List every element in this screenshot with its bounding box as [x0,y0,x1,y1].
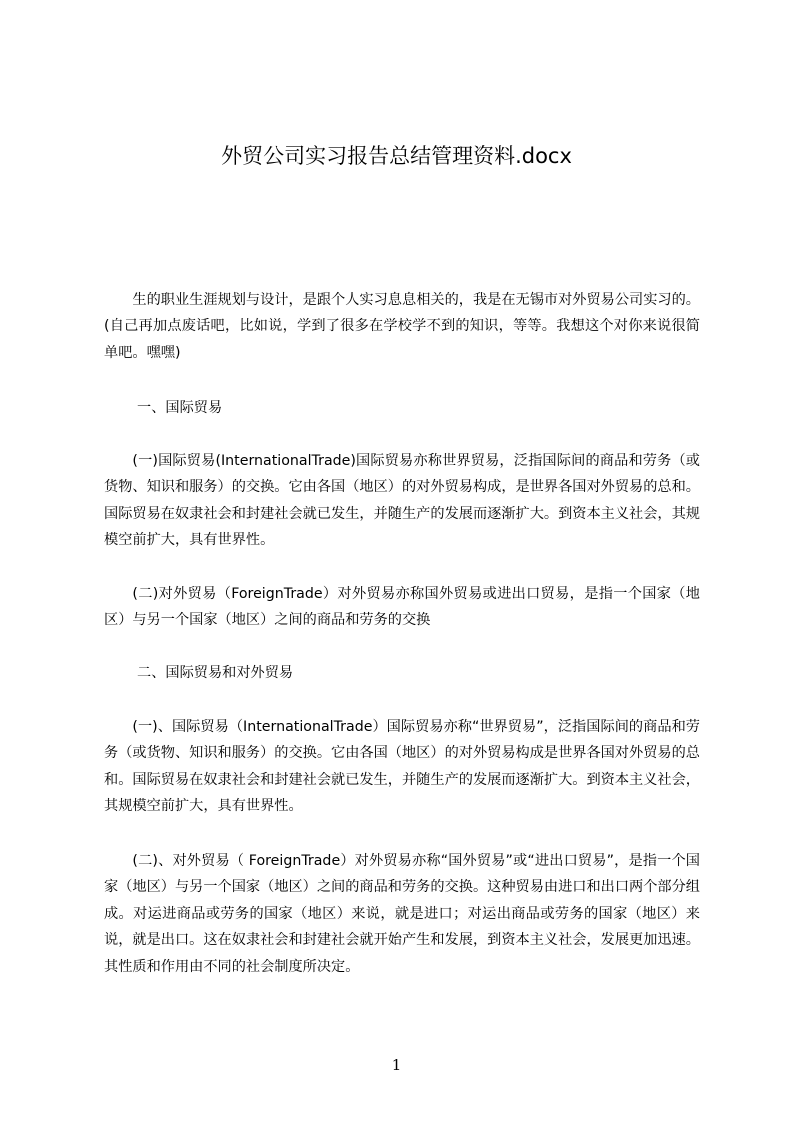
paragraph-international-trade-definition: (一)、国际贸易（InternationalTrade）国际贸易亦称“世界贸易”，泛指国际间的商品和劳务（或货物、知识和服务）的交换。它由各国（地区）的对外贸易构成是世界各国对外贸易的总和。国际贸易在奴隶社会和封建社会就已发生，并随生产的发展而逐渐扩大。到资本主义社会，其规模空前扩大，具有世界性。 [104,719,700,815]
section-heading-international-and-foreign-trade: 二、国际贸易和对外贸易 [137,665,294,681]
page-number: 1 [391,1056,402,1074]
paragraph-foreign-trade-definition: (二)、对外贸易（ ForeignTrade）对外贸易亦称“国外贸易”或“进出口贸易”，是指一个国家（地区）与另一个国家（地区）之间的商品和劳务的交换。这种贸易由进口和出口两个部分组成。对运进商品或劳务的国家（地区）来说，就是进口；对运出商品或劳务的国家（地区）来说，就是出口。这在奴隶社会和封建社会就开始产生和发展，到资本主义社会，发展更加迅速。其性质和作用由不同的社会制度所决定。 [104,853,700,975]
document-title: 外贸公司实习报告总结管理资料.docx [221,144,572,168]
paragraph-foreign-trade: (二)对外贸易（ForeignTrade）对外贸易亦称国外贸易或进出口贸易，是指一个国家（地区）与另一个国家（地区）之间的商品和劳务的交换 [104,586,700,629]
intro-paragraph: 生的职业生涯规划与设计，是跟个人实习息息相关的，我是在无锡市对外贸易公司实习的。(自己再加点废话吧，比如说，学到了很多在学校学不到的知识，等等。我想这个对你来说很简单吧。嘿嘿) [104,292,700,361]
section-heading-international-trade: 一、国际贸易 [137,400,223,416]
paragraph-international-trade: (一)国际贸易(InternationalTrade)国际贸易亦称世界贸易，泛指国际间的商品和劳务（或货物、知识和服务）的交换。它由各国（地区）的对外贸易构成，是世界各国对外贸易的总和。国际贸易在奴隶社会和封建社会就已发生，并随生产的发展而逐渐扩大。到资本主义社会，其规模空前扩大，具有世界性。 [104,453,700,549]
